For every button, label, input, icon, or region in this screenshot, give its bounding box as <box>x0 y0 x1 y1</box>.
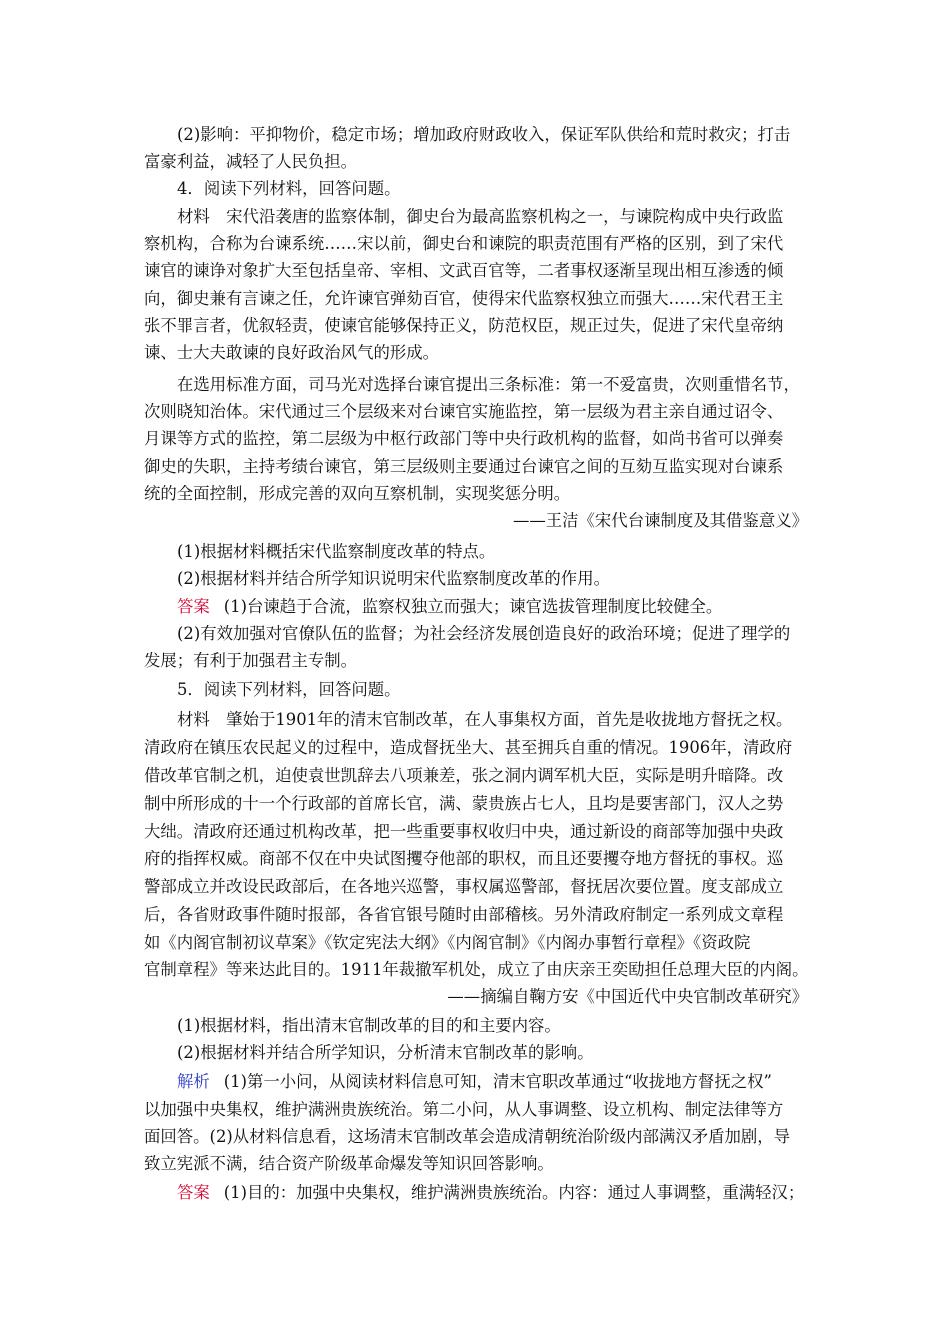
answer-label: 答案 <box>177 597 210 616</box>
answer-line <box>177 593 722 620</box>
text-line: 大绌。清政府还通过机构改革，把一些重要事权收归中央，通过新设的商部等加强中央政 <box>144 822 784 841</box>
explanation-line <box>177 1068 772 1095</box>
text-line: 察机构，合称为台谏系统……宋以前，御史台和谏院的职责范围有严格的区别，到了宋代 <box>144 234 784 253</box>
text-line: (2)有效加强对官僚队伍的监督；为社会经济发展创造良好的政治环境；促进了理学的 <box>177 624 791 643</box>
text-line: 向，御史兼有言谏之任，允许谏官弹劾百官，使得宋代监察权独立而强大……宋代君王主 <box>144 289 784 308</box>
text-line: 后，各省财政事件随时报部，各省官银号随时由部稽核。另外清政府制定一系列成文章程 <box>144 905 784 924</box>
question-5-heading: 5．阅读下列材料，回答问题。 <box>177 680 401 699</box>
text-line: 在选用标准方面，司马光对选择台谏官提出三条标准：第一不爱富贵，次则重惜名节， <box>177 375 800 394</box>
sub-question: (2)根据材料并结合所学知识，分析清末官制改革的影响。 <box>177 1043 594 1062</box>
answer-label: 答案 <box>177 1183 210 1202</box>
text-line: 如《内阁官制初议草案》《钦定宪法大纲》《内阁官制》《内阁办事暂行章程》《资政院 <box>144 933 751 952</box>
sub-question: (1)根据材料，指出清末官制改革的目的和主要内容。 <box>177 1016 561 1035</box>
text-line: 府的指挥权威。商部不仅在中央试图攫夺他部的职权，而且还要攫夺地方督抚的事权。巡 <box>144 849 784 868</box>
text-line: 御史的失职，主持考绩台谏官，第三层级则主要通过台谏官之间的互劾互监实现对台谏系 <box>144 457 784 476</box>
text-line: 材料 宋代沿袭唐的监察体制，御史台为最高监察机构之一，与谏院构成中央行政监 <box>177 207 784 226</box>
text-line: 张不罪言者，优叙轻责，使谏官能够保持正义，防范权臣，规正过失，促进了宋代皇帝纳 <box>144 316 784 335</box>
answer-text: (1)台谏趋于合流，监察权独立而强大；谏官选拔管理制度比较健全。 <box>223 597 723 616</box>
text-line: 清政府在镇压农民起义的过程中，造成督抚坐大、甚至拥兵自重的情况。1906年，清政府 <box>144 738 793 757</box>
text-line: 致立宪派不满，结合资产阶级革命爆发等知识回答影响。 <box>144 1154 554 1173</box>
answer-text: (1)目的：加强中央集权，维护满洲贵族统治。内容：通过人事调整，重满轻汉； <box>223 1183 805 1202</box>
sub-question: (1)根据材料概括宋代监察制度改革的特点。 <box>177 542 496 561</box>
explanation-label: 解析 <box>177 1072 210 1091</box>
text-line: 官制章程》等来达此目的。1911年裁撤军机处，成立了由庆亲王奕劻担任总理大臣的内阁。 <box>144 960 809 979</box>
answer-line <box>177 1179 804 1206</box>
text-line: 借改革官制之机，迫使袁世凯辞去八项兼差，张之洞内调军机大臣，实际是明升暗降。改 <box>144 766 784 785</box>
explanation-text: (1)第一小问，从阅读材料信息可知，清末官职改革通过“收拢地方督抚之权” <box>223 1072 772 1091</box>
text-line: 统的全面控制，形成完善的双向互察机制，实现奖惩分明。 <box>144 484 571 503</box>
text-line: 富豪利益，减轻了人民负担。 <box>144 152 358 171</box>
source-citation: ——摘编自鞠方安《中国近代中央官制改革研究》 <box>447 987 808 1006</box>
text-line: 谏、士大夫敢谏的良好政治风气的形成。 <box>144 343 440 362</box>
text-line: 制中所形成的十一个行政部的首席长官，满、蒙贵族占七人，且均是要害部门，汉人之势 <box>144 794 784 813</box>
text-line: 次则晓知治体。宋代通过三个层级来对台谏官实施监控，第一层级为君主亲自通过诏令、 <box>144 402 784 421</box>
text-line: 谏官的谏诤对象扩大至包括皇帝、宰相、文武百官等，二者事权逐渐呈现出相互渗透的倾 <box>144 261 784 280</box>
text-line: 发展；有利于加强君主专制。 <box>144 651 358 670</box>
text-line: 警部成立并改设民政部后，在各地兴巡警，事权属巡警部，督抚居次要位置。度支部成立 <box>144 877 784 896</box>
text-line: 面回答。(2)从材料信息看，这场清末官制改革会造成清朝统治阶级内部满汉矛盾加剧，导 <box>144 1127 791 1146</box>
text-line: 材料 肇始于1901年的清末官制改革，在人事集权方面，首先是收拢地方督抚之权。 <box>177 710 793 729</box>
text-line: 月课等方式的监控，第二层级为中枢行政部门等中央行政机构的监督，如尚书省可以弹奏 <box>144 429 784 448</box>
sub-question: (2)根据材料并结合所学知识说明宋代监察制度改革的作用。 <box>177 569 610 588</box>
text-line: (2)影响：平抑物价，稳定市场；增加政府财政收入，保证军队供给和荒时救灾；打击 <box>177 125 791 144</box>
question-4-heading: 4．阅读下列材料，回答问题。 <box>177 179 401 198</box>
text-line: 以加强中央集权，维护满洲贵族统治。第二小问，从人事调整、设立机构、制定法律等方 <box>144 1100 784 1119</box>
source-citation: ——王洁《宋代台谏制度及其借鉴意义》 <box>512 511 808 530</box>
